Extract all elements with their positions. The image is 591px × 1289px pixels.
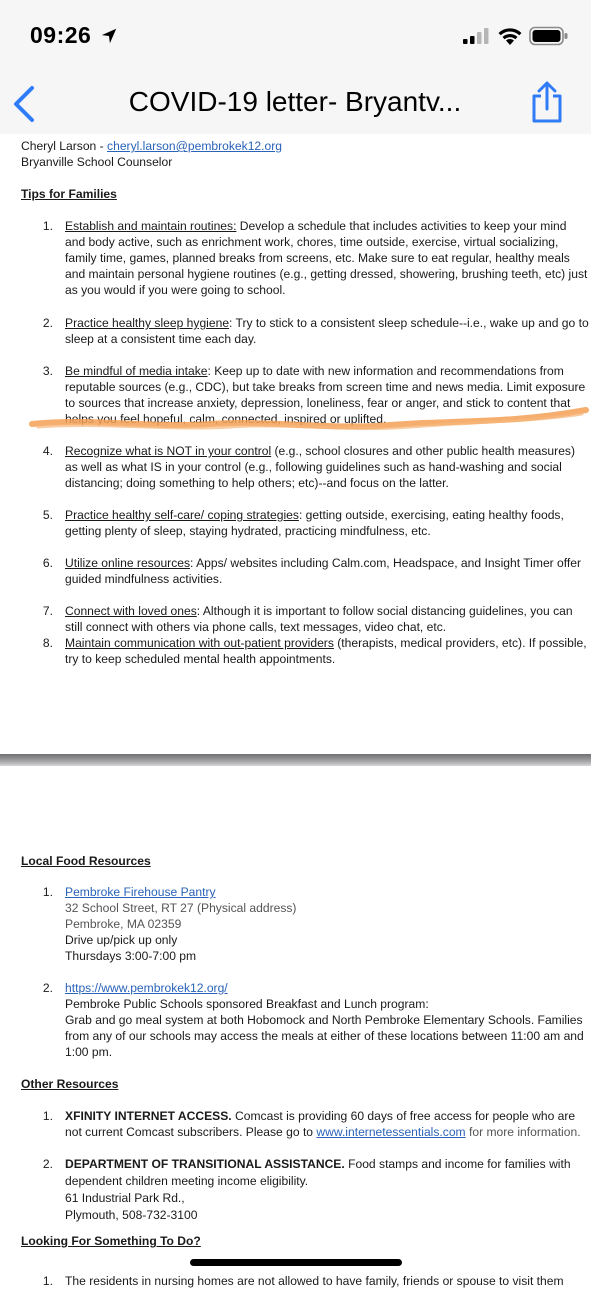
back-chevron-icon[interactable] [10,84,40,124]
status-time: 09:26 [30,22,92,48]
tip-lead: Practice healthy sleep hygiene [65,316,230,330]
resource-item: XFINITY INTERNET ACCESS. Comcast is providing 60 days of free access for people who are not current Comcast subscribers. Please go to www.internetessentials.com for more information. [65,1109,581,1139]
food-item: Pembroke Firehouse Pantry 32 School Street, RT 27 (Physical address) Pembroke, MA 02359 Drive up/pick up only Thursdays 3:00-7:00 pm [65,884,585,964]
document-page-1: Cheryl Larson - cheryl.larson@pembrokek12.org Bryanville School Counselor Tips for Families 1. Establish and maintain routines: Develop a schedule that includes activities to keep your mind and body active, such as enrichment work, chores, time outside, exercise, virtual socializing, family time, games, planned breaks from screens, etc. Make sure to eat regular, healthy meals and maintain personal hygiene routines (e.g., getting dressed, showering, brushing teeth, etc) just as you would if you were going to school. 2. Practice healthy sleep hygiene: Try to stick to a consistent sleep schedule--i.e., wake up and go to sleep at a consistent time each day. 3. Be mindful of media intake: Keep up to date with new information and recommendations from reputable sources (e.g., CDC), but take breaks from screen time and news media. Limit exposure to sources that increase anxiety, depression, loneliness, fear or anger, and stick to content that helps you feel hopeful, calm, connected, inspired or uplifted. 4. Recognize what is NOT in your control (e.g., school closures and other public health measures) as well as what IS in your control (e.g., following guidelines such as hand-washing and social distancing; doing something to help others; etc)--and focus on the latter. 5. Practice healthy self-care/ coping strategies: getting outside, exercising, eating healthy foods, getting plenty of sleep, staying hydrated, practicing mindfulness, etc. 6. Utilize online resources: Apps/ websites including Calm.com, Headspace, and Insight Timer offer guided mindfulness activities. 7. Connect with loved ones: Although it is important to follow social distancing guidelines, you can still connect with others via phone calls, text messages, video chat, etc. 8. Maintain communication with out-patient providers (therapists, medical providers, etc). If possible, try to keep scheduled mental health appointments. [0,134,591,754]
document-page-2: Local Food Resources 1. Pembroke Firehouse Pantry 32 School Street, RT 27 (Physical address) Pembroke, MA 02359 Drive up/pick up only Thursdays 3:00-7:00 pm 2. https://www.pembrokek12.org/ Pembroke Public Schools sponsored Breakfast and Lunch program: Grab and go meal system at both Hobomock and North Pembroke Elementary Schools. Families from any of our schools may access the meals at either of these locations between 11:00 am and 1:00 pm. Other Resources 1. XFINITY INTERNET ACCESS. Comcast is providing 60 days of free access for people who are not current Comcast subscribers. Please go to www.internetessentials.com for more information. 2. DEPARTMENT OF TRANSITIONAL ASSISTANCE. Food stamps and income for families with dependent children meeting income eligibility. 61 Industrial Park Rd., Plymouth, 508-732-3100 Looking For Something To Do? 1. The residents in nursing homes are not allowed to have family, friends or spouse to visit them [0,766,591,1280]
internet-essentials-link[interactable]: www.internetessentials.com [316,1125,466,1139]
tip-lead: Be mindful of media intake [65,364,208,378]
cellular-signal-icon [463,28,491,44]
something-to-do-heading: Looking For Something To Do? [21,1234,201,1248]
location-arrow-icon [100,27,118,45]
tips-heading: Tips for Families [21,187,117,201]
counselor-role: Bryanville School Counselor [21,155,173,169]
tip-lead: Maintain communication with out-patient providers [65,636,334,650]
food-item: https://www.pembrokek12.org/ Pembroke Public Schools sponsored Breakfast and Lunch program: Grab and go meal system at both Hobomock and North Pembroke Elementary Schools. Families from any of our schools may access the meals at either of these locations between 11:00 am and 1:00 pm. [65,980,589,1060]
tip-lead: Practice healthy self-care/ coping strategies [65,508,299,522]
wifi-icon [497,26,523,46]
tip-lead: Recognize what is NOT in your control [65,444,272,458]
other-resources-heading: Other Resources [21,1077,119,1091]
document-title: COVID-19 letter- Bryantv... [128,86,462,117]
tip-lead: Utilize online resources [65,556,191,570]
food-heading: Local Food Resources [21,854,151,868]
home-indicator[interactable] [190,1259,402,1266]
pembroke-schools-link[interactable]: https://www.pembrokek12.org/ [65,981,228,995]
tip-lead: Establish and maintain routines: [65,219,237,233]
share-icon[interactable] [528,80,566,124]
tip-lead: Connect with loved ones [65,604,197,618]
counselor-email-link[interactable]: cheryl.larson@pembrokek12.org [107,139,282,153]
highlight-scribble [30,404,590,436]
activity-item: The residents in nursing homes are not allowed to have family, friends or spouse to visit them [65,1274,564,1288]
top-bar [0,0,591,135]
battery-icon [529,26,569,46]
resource-item: DEPARTMENT OF TRANSITIONAL ASSISTANCE. Food stamps and income for families with dependent children meeting income eligibility. 61 Industrial Park Rd., Plymouth, 508-732-3100 [65,1157,571,1222]
pantry-link[interactable]: Pembroke Firehouse Pantry [65,885,216,899]
counselor-contact: Cheryl Larson - cheryl.larson@pembrokek12.org [21,139,282,153]
page-divider [0,754,591,766]
